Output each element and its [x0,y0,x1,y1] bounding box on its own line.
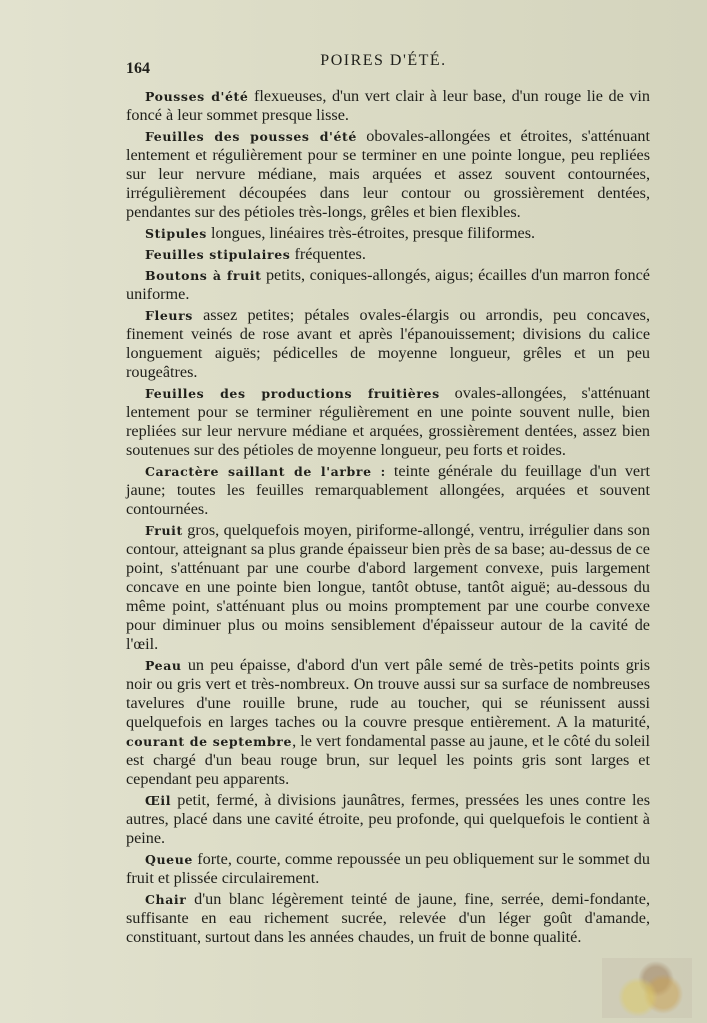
paragraph-text: assez petites; pétales ovales-élargis ou arrondis, peu concaves, finement veinés de rose avant et après l'épanouissement; divisions du calice longuement aiguës; pédicelles de moyenne longueur, grêles et un peu rougeâtres. [126,306,650,381]
paragraph-text: , le vert fondamental passe au jaune, et le côté du soleil est chargé d'un beau rouge brun, sur lequel les points gris sont larges et cependant peu apparents. [126,732,650,788]
pear-thumbnail-image [602,958,692,1018]
paragraph-pousses [126,87,650,125]
body-text [126,87,650,949]
paragraph-peau [126,656,650,789]
paragraph-text: teinte générale du feuillage d'un vert jaune; toutes les feuilles remarquablement allongées, arquées et souvent contournées. [126,462,650,518]
paragraph-text: ovales-allongées, s'atténuant lentement pour se terminer régulièrement en une pointe souvent nulle, bien repliées sur leur nervure médiane et arquées, grossièrement dentées, assez bien soutenues sur des pétioles de moyenne longueur, peu forts et roides. [126,384,650,459]
term: Boutons à fruit [145,268,262,283]
paragraph-fleurs [126,306,650,382]
paragraph-queue [126,850,650,888]
paragraph-text: longues, linéaires très-étroites, presque filiformes. [206,224,536,242]
paragraph-text: obovales-allongées et étroites, s'atténuant lentement et régulièrement pour se terminer en une pointe longue, peu repliées sur leur nervure médiane, mais arquées et assez souvent contournées, irrégulièrement découpées dans leur contour ou grossièrement dentées, pendantes sur des pétioles très-longs, grêles et bien flexibles. [126,127,650,221]
term: Peau [145,658,182,673]
paragraph-text: fréquentes. [290,245,366,263]
paragraph-text: flexueuses, d'un vert clair à leur base, d'un rouge lie de vin foncé à leur sommet presque lisse. [126,87,650,124]
term: Œil [145,793,172,808]
page-number: 164 [126,60,150,77]
term: Fruit [145,523,183,538]
paragraph-feuilles-productions [126,384,650,460]
term: Stipules [145,226,207,241]
term: Fleurs [145,308,193,323]
term: Feuilles des pousses d'été [145,129,357,144]
paragraph-text: forte, courte, comme repoussée un peu obliquement sur le sommet du fruit et plissée circulairement. [126,850,650,887]
paragraph-feuilles-pousses [126,127,650,222]
paragraph-text: petit, fermé, à divisions jaunâtres, fermes, pressées les unes contre les autres, placé dans une cavité étroite, peu profonde, qui quelquefois le contient à peine. [126,791,650,847]
term: Pousses d'été [145,89,249,104]
paragraph-stipules [126,224,650,243]
term: Feuilles stipulaires [145,247,291,262]
term: Chair [145,892,187,907]
term: Feuilles des productions fruitières [145,386,440,401]
paragraph-text: d'un blanc légèrement teinté de jaune, fine, serrée, demi-fondante, suffisante en eau richement sucrée, relevée d'un léger goût d'amande, constituant, surtout dans les années chaudes, un fruit de bonne qualité. [126,890,650,946]
paragraph-feuilles-stipulaires [126,245,650,264]
paragraph-text: un peu épaisse, d'abord d'un vert pâle semé de très-petits points gris noir ou gris vert et très-nombreux. On trouve aussi sur sa surface de nombreuses tavelures d'une rouille brune, rude au toucher, qui se réunissent aussi quelquefois en larges taches ou la couvre presque entièrement. A la maturité, [126,656,650,731]
term: Caractère saillant de l'arbre : [145,464,386,479]
paragraph-boutons [126,266,650,304]
term: Queue [145,852,193,867]
paragraph-text: gros, quelquefois moyen, piriforme-allongé, ventru, irrégulier dans son contour, atteignant sa plus grande épaisseur bien près de sa base; au-dessus de ce point, s'atténuant par une courbe d'abord largement convexe, puis largement concave en une pointe bien longue, tantôt obtuse, tantôt aiguë; au-dessous du même point, s'atténuant plus ou moins promptement par une courbe convexe pour diminuer plus ou moins sensiblement d'épaisseur autour de la cavité de l'œil. [126,521,650,653]
paragraph-fruit [126,521,650,654]
paragraph-caractere [126,462,650,519]
term-inline: courant de septembre [126,734,293,749]
paragraph-oeil [126,791,650,848]
running-head: POIRES D'ÉTÉ. [320,52,447,69]
paragraph-text: petits, coniques-allongés, aigus; écailles d'un marron foncé uniforme. [126,266,650,303]
paragraph-chair [126,890,650,947]
